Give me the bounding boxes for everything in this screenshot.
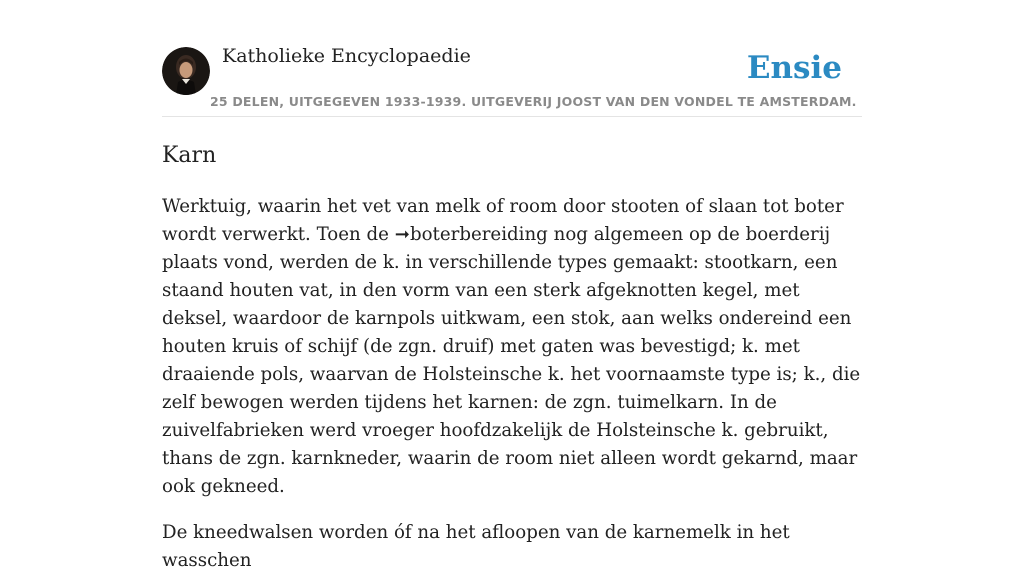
cross-reference-link[interactable] xyxy=(395,224,548,245)
source-header xyxy=(162,0,862,117)
arrow-icon: ➞ xyxy=(394,224,410,245)
source-avatar[interactable] xyxy=(162,47,210,95)
paragraph-text-start: Werktuig, waarin het vet van melk of room door stooten of slaan tot boter wordt verwerkt. Toen de xyxy=(162,196,844,245)
ensie-logo-link[interactable]: Ensie xyxy=(746,50,842,86)
paragraph-text-end: nog algemeen op de boerderij plaats vond, werden de k. in verschillende types gemaakt: stootkarn, een staand houten vat, in den vorm van een sterk afgeknotten kegel, met deksel, waardoor de karnpols uitkwam, een stok, aan welks ondereind een houten kruis of schijf (de zgn. druif) met gaten was bevestigd; k. met draaiende pols, waarvan de Holsteinsche k. het voornaamste type is; k., die zelf bewogen werden tijdens het karnen: de zgn. tuimelkarn. In de zuivelfabrieken werd vroeger hoofdzakelijk de Holsteinsche k. gebruikt, thans de zgn. karnkneder, waarin de room niet alleen wordt gekarnd, maar ook gekneed. xyxy=(162,224,861,497)
source-subtitle: 25 DELEN, UITGEGEVEN 1933-1939. UITGEVERIJ JOOST VAN DEN VONDEL TE AMSTERDAM. xyxy=(210,94,857,109)
entry-title: Karn xyxy=(162,143,217,168)
portrait-image xyxy=(162,47,210,95)
source-title[interactable]: Katholieke Encyclopaedie xyxy=(222,45,471,67)
entry-paragraph-1 xyxy=(162,193,862,501)
article-page xyxy=(162,0,862,575)
entry-paragraph-2: De kneedwalsen worden óf na het afloopen van de karnemelk in het wasschen xyxy=(162,522,790,571)
cross-reference-label: boterbereiding xyxy=(409,224,548,245)
